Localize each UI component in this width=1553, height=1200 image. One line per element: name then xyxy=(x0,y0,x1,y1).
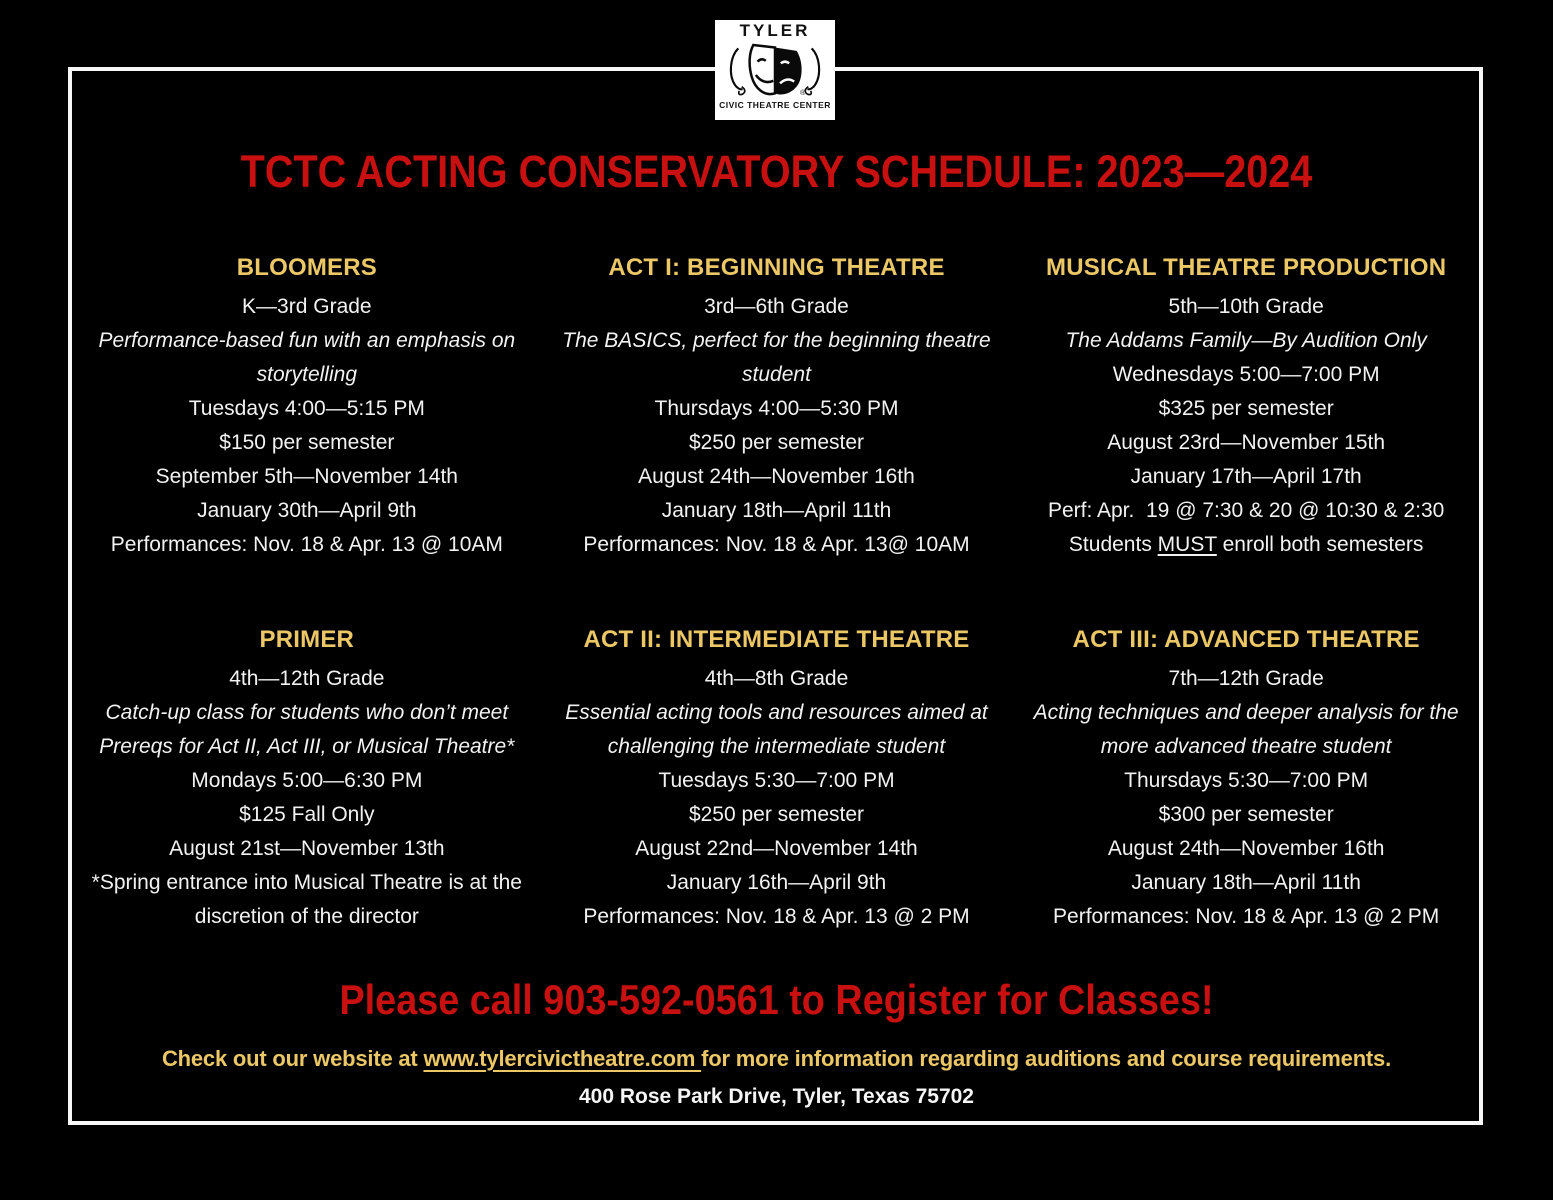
enroll-note-suffix: enroll both semesters xyxy=(1216,533,1424,556)
class-grade: 4th—8th Grade xyxy=(704,667,849,690)
class-description: The Addams Family—By Audition Only xyxy=(1065,329,1427,352)
enroll-note xyxy=(1017,528,1475,562)
class-card-musical-theatre xyxy=(1011,246,1481,562)
class-fall-dates: August 24th—November 16th xyxy=(1107,837,1385,860)
class-description: Catch-up class for students who don’t meet Prereqs for Act II, Act III, or Musical Theatre* xyxy=(99,701,515,758)
svg-text:®: ® xyxy=(800,88,806,97)
class-fall-dates: August 22nd—November 14th xyxy=(635,837,918,860)
website-line-suffix: for more information regarding auditions and course requirements. xyxy=(701,1046,1392,1071)
class-performances: Performances: Nov. 18 & Apr. 13 @ 2 PM xyxy=(1053,905,1440,928)
class-performances: Performances: Nov. 18 & Apr. 13@ 10AM xyxy=(583,533,970,556)
tyler-civic-theatre-logo xyxy=(715,20,835,120)
class-grade: 5th—10th Grade xyxy=(1168,295,1324,318)
website-line xyxy=(72,1046,1481,1072)
website-line-prefix: Check out our website at xyxy=(161,1046,424,1071)
class-fall-dates: September 5th—November 14th xyxy=(155,465,458,488)
comedy-tragedy-masks-icon xyxy=(715,40,835,100)
class-price: $325 per semester xyxy=(1158,397,1334,420)
class-schedule: Wednesdays 5:00—7:00 PM xyxy=(1112,363,1380,386)
class-price: $300 per semester xyxy=(1158,803,1334,826)
class-price: $250 per semester xyxy=(688,431,865,454)
class-schedule: Mondays 5:00—6:30 PM xyxy=(191,769,423,792)
class-description: Essential acting tools and resources aimed at challenging the intermediate student xyxy=(565,701,994,758)
class-schedule: Tuesdays 4:00—5:15 PM xyxy=(188,397,425,420)
class-schedule: Thursdays 5:30—7:00 PM xyxy=(1124,769,1369,792)
class-grade: K—3rd Grade xyxy=(242,295,372,318)
class-card-act3 xyxy=(1011,618,1481,934)
class-card-bloomers xyxy=(72,246,542,562)
class-performances: Perf: Apr. 19 @ 7:30 & 20 @ 10:30 & 2:30 xyxy=(1047,499,1445,522)
class-spring-dates: January 30th—April 9th xyxy=(197,499,417,522)
class-title: ACT III: ADVANCED THEATRE xyxy=(1072,626,1420,653)
class-performances: Performances: Nov. 18 & Apr. 13 @ 10AM xyxy=(110,533,503,556)
class-price: $125 Fall Only xyxy=(239,803,375,826)
class-card-act1 xyxy=(542,246,1012,562)
class-spring-note: *Spring entrance into Musical Theatre is at the discretion of the director xyxy=(91,871,528,928)
class-card-act2 xyxy=(542,618,1012,934)
address-line: 400 Rose Park Drive, Tyler, Texas 75702 xyxy=(579,1085,974,1108)
class-title: BLOOMERS xyxy=(236,254,377,281)
class-spring-dates: January 17th—April 17th xyxy=(1130,465,1362,488)
class-description: Acting techniques and deeper analysis for the more advanced theatre student xyxy=(1033,701,1465,758)
class-spring-dates: January 18th—April 11th xyxy=(1131,871,1361,894)
class-description: Performance-based fun with an emphasis on storytelling xyxy=(98,329,522,386)
class-fall-dates: August 21st—November 13th xyxy=(169,837,445,860)
class-fall-dates: August 24th—November 16th xyxy=(638,465,915,488)
enroll-note-must-underlined: MUST xyxy=(1157,533,1217,556)
class-title: ACT I: BEGINNING THEATRE xyxy=(608,254,945,281)
class-schedule: Thursdays 4:00—5:30 PM xyxy=(654,397,899,420)
class-spring-dates: January 18th—April 11th xyxy=(661,499,892,522)
class-price: $250 per semester xyxy=(688,803,865,826)
footer xyxy=(72,976,1481,1109)
class-price: $150 per semester xyxy=(219,431,395,454)
class-performances: Performances: Nov. 18 & Apr. 13 @ 2 PM xyxy=(583,905,970,928)
class-schedule: Tuesdays 5:30—7:00 PM xyxy=(658,769,895,792)
class-grade: 7th—12th Grade xyxy=(1168,667,1324,690)
class-spring-dates: January 16th—April 9th xyxy=(666,871,887,894)
class-grade: 4th—12th Grade xyxy=(229,667,385,690)
class-title: MUSICAL THEATRE PRODUCTION xyxy=(1046,254,1447,281)
enroll-note-prefix: Students xyxy=(1068,533,1158,556)
logo-tyler-text: TYLER xyxy=(739,21,811,40)
class-title: PRIMER xyxy=(259,626,355,653)
class-description: The BASICS, perfect for the beginning theatre student xyxy=(562,329,997,386)
website-link[interactable]: www.tylercivictheatre.com xyxy=(423,1046,702,1071)
class-fall-dates: August 23rd—November 15th xyxy=(1107,431,1386,454)
class-card-primer xyxy=(72,618,542,934)
page-title: TCTC ACTING CONSERVATORY SCHEDULE: 2023—2024 xyxy=(240,146,1313,197)
class-title: ACT II: INTERMEDIATE THEATRE xyxy=(583,626,970,653)
class-grade: 3rd—6th Grade xyxy=(704,295,849,318)
register-call-to-action: Please call 903-592-0561 to Register for Classes! xyxy=(339,976,1214,1023)
logo-center-text: CIVIC THEATRE CENTER xyxy=(719,100,831,110)
class-grid xyxy=(72,246,1481,934)
